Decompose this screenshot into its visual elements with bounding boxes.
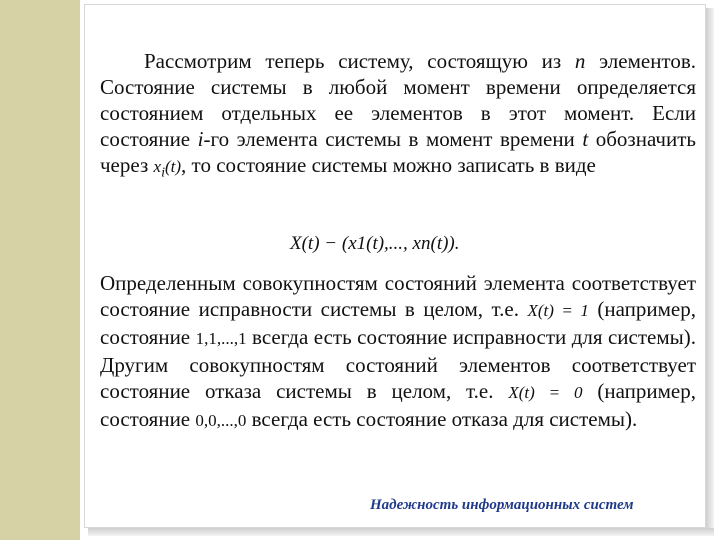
p2-math-operable: X(t) = 1 [527,301,589,320]
slide-shadow-bottom [88,528,714,536]
p1-text-5: , то состояние системы можно записать в виде [181,153,596,177]
p1-text-1: Рассмотрим теперь систему, состоящую из [144,49,575,73]
p2-math-all-ones: 1,1,...,1 [195,329,247,348]
p1-xi-argument: (t) [165,157,182,176]
p1-text-3: -го элемента системы в момент времени [203,127,583,151]
p1-var-n: n [574,49,586,73]
left-decorative-band [0,0,80,540]
footer-course-title: Надежность информационных систем [370,497,634,513]
system-state-formula: X(t) − (x1(t),..., xn(t)). [290,233,460,254]
p2-text-3: всегда есть состояние исправности для системы). Другим совокупностям состояний элементов соответствует состояние отказа системы в целом, т.е. [100,325,696,403]
paragraph-system-states [100,48,696,185]
p2-math-all-zeros: 0,0,...,0 [195,411,247,430]
p2-text-2: (например, состояние [100,297,696,349]
p1-xi-subscript: i [161,164,165,181]
paragraph-operable-and-failure-states [100,270,696,434]
p2-text-5: всегда есть состояние отказа для системы). [246,407,638,431]
p1-var-i: i [197,127,204,151]
p1-text-4: обозначить через [100,127,696,177]
p1-xi-base: x [153,157,162,176]
p2-math-failure: X(t) = 0 [508,383,583,402]
p2-text-4: (например, состояние [100,379,696,431]
slide-shadow-right [706,8,714,528]
p2-text-1: Определенным совокупностям состояний элемента соответствует состояние исправности системы в целом, т.е. [100,271,696,321]
p1-text-2: элементов. Состояние системы в любой момент времени определяется состоянием отдельных ее элементов в этот момент. Если состояние [100,49,696,151]
p1-xi-expression [153,157,182,181]
p1-var-t: t [582,127,589,151]
